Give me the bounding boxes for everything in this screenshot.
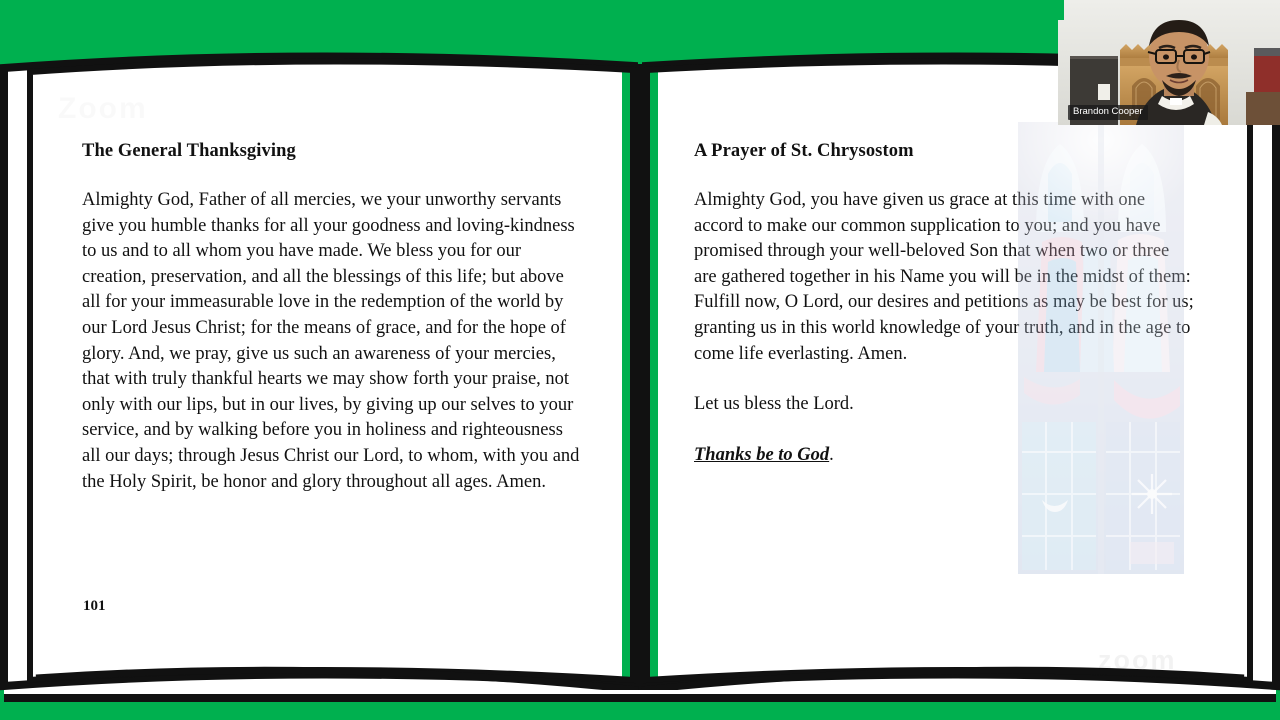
webcam-video-tile[interactable] xyxy=(1058,0,1280,125)
right-page-content xyxy=(694,140,1194,468)
participant-name-label: Brandon Cooper xyxy=(1068,105,1148,121)
right-page-paragraph-1: Almighty God, you have given us grace at this time with one accord to make our common supplication to you; and you have promised through your well-beloved Son that when two or three are gathered together in his Name you will be in the midst of them: Fulfill now, O Lord, our desires and petitions as may be best for us; granting us in this world knowledge of your truth, and in the age to come life everlasting. Amen. xyxy=(694,190,1194,364)
right-page-paragraph-2: Let us bless the Lord. xyxy=(694,394,854,415)
left-page-content xyxy=(82,140,582,520)
left-page-paragraph: Almighty God, Father of all mercies, we your unworthy servants give you humble thanks for all your goodness and loving-kindness to us and to all whom you have made. We bless you for our creation, preservation, and all the blessings of this life; but above all for your immeasurable love in the redemption of the world by our Lord Jesus Christ; for the means of grace, and for the hope of glory. And, we pray, give us such an awareness of your mercies, that with truly thankful hearts we may show forth your praise, not only with our lips, but in our lives, by giving up our selves to your service, and by walking before you in holiness and righteousness all our days; through Jesus Christ our Lord, to whom, with you and the Holy Spirit, be honor and glory throughout all ages. Amen. xyxy=(82,190,580,492)
left-page-heading: The General Thanksgiving xyxy=(82,141,296,161)
right-page-heading: A Prayer of St. Chrysostom xyxy=(694,141,914,161)
response-period: . xyxy=(829,444,834,465)
page-number: 101 xyxy=(83,598,106,614)
congregational-response: Thanks be to God xyxy=(694,444,830,465)
congregational-response-line xyxy=(694,443,1194,469)
